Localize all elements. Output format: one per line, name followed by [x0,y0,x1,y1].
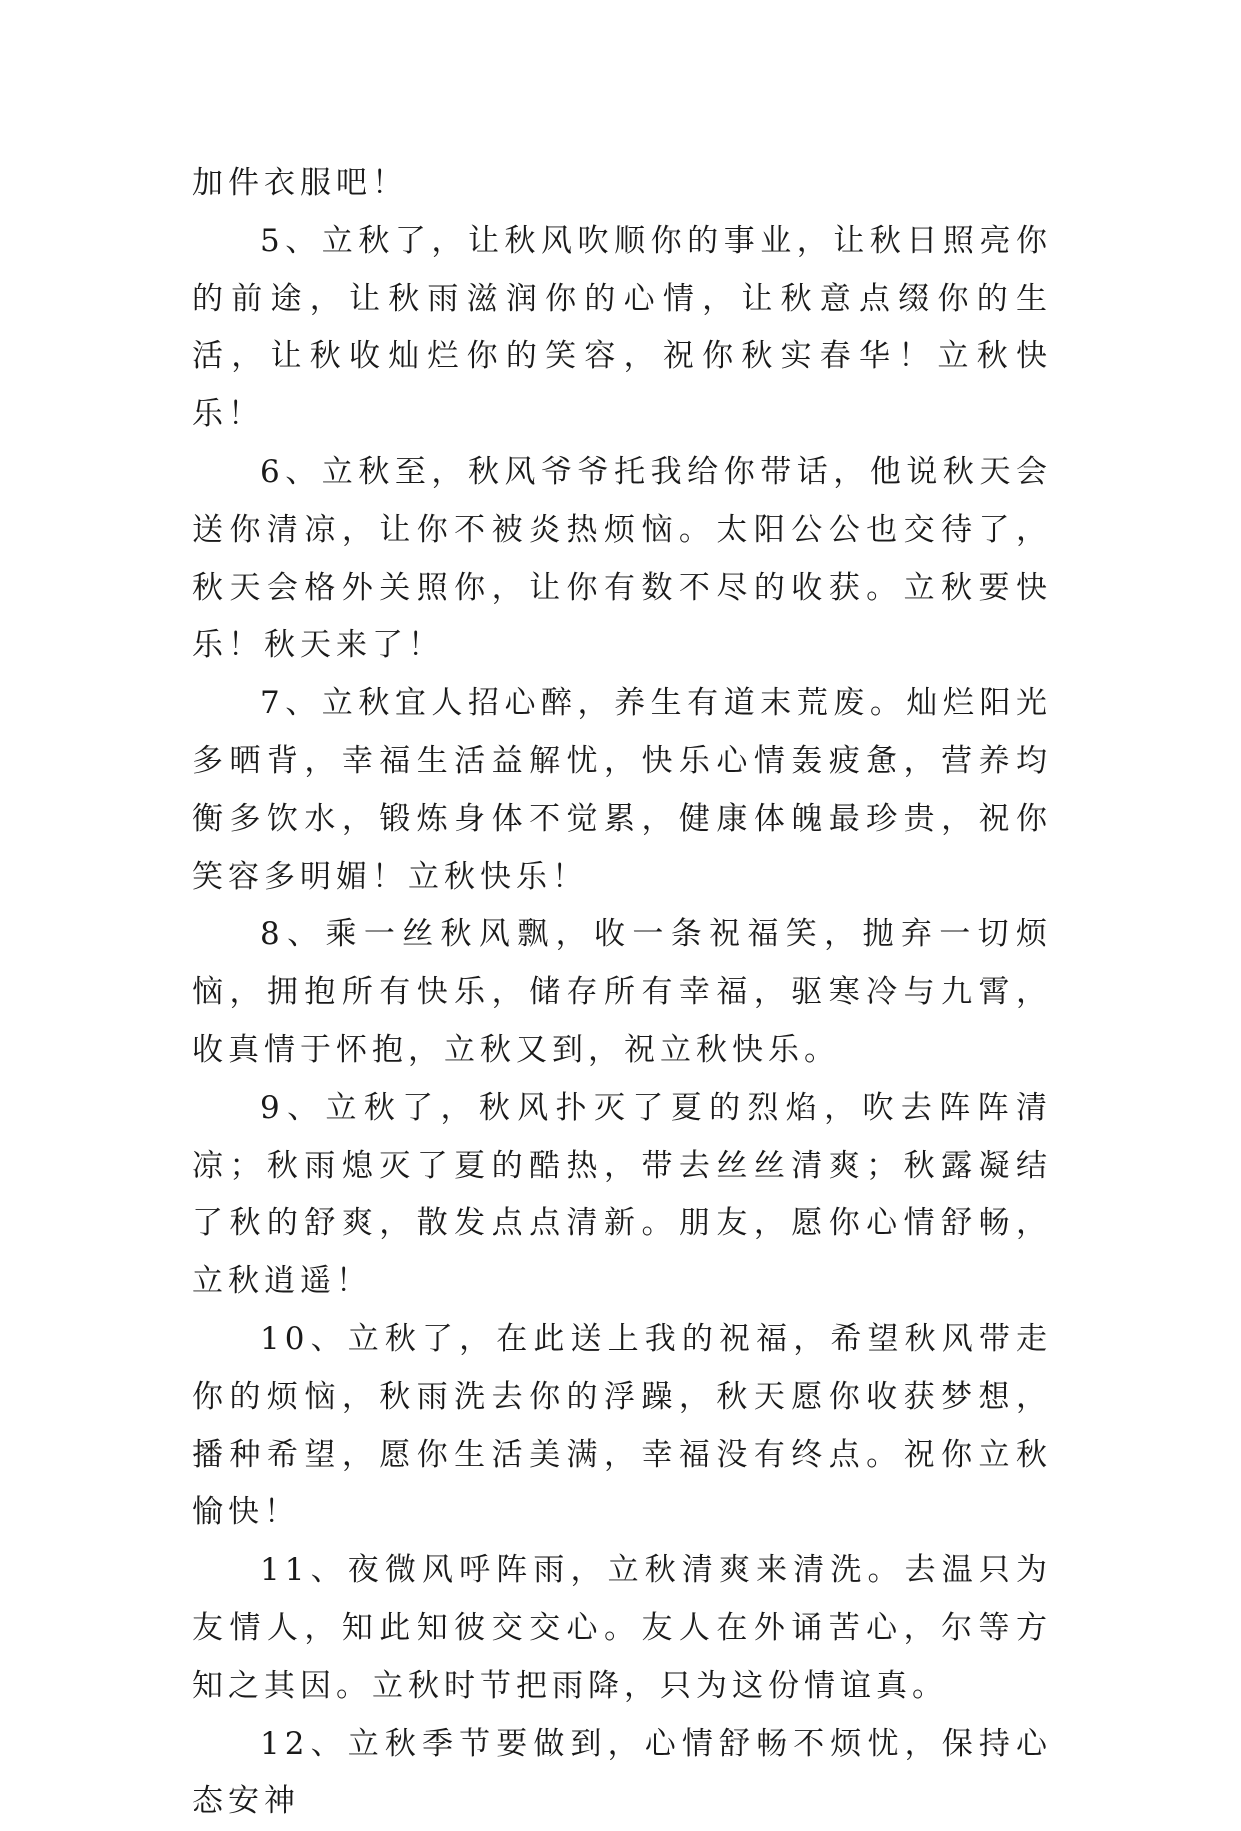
paragraph-8: 8、乘一丝秋风飘，收一条祝福笑，抛弃一切烦恼，拥抱所有快乐，储存所有幸福，驱寒冷与九霄，收真情于怀抱，立秋又到，祝立秋快乐。 [192,916,1052,1068]
paragraph-12: 12、立秋季节要做到，心情舒畅不烦忧，保持心态安神 [192,1725,1052,1820]
paragraph-11: 11、夜微风呼阵雨，立秋清爽来清洗。去温只为友情人，知此知彼交交心。友人在外诵苦心，尔等方知之其因。立秋时节把雨降，只为这份情谊真。 [192,1552,1052,1704]
paragraph-9: 9、立秋了，秋风扑灭了夏的烈焰，吹去阵阵清凉；秋雨熄灭了夏的酷热，带去丝丝清爽；秋露凝结了秋的舒爽，散发点点清新。朋友，愿你心情舒畅，立秋逍遥！ [192,1089,1052,1300]
paragraph-6: 6、立秋至，秋风爷爷托我给你带话，他说秋天会送你清凉，让你不被炎热烦恼。太阳公公也交待了，秋天会格外关照你，让你有数不尽的收获。立秋要快乐！秋天来了！ [192,453,1052,664]
paragraph-7: 7、立秋宜人招心醉，养生有道末荒废。灿烂阳光多晒背，幸福生活益解忧，快乐心情轰疲惫，营养均衡多饮水，锻炼身体不觉累，健康体魄最珍贵，祝你笑容多明媚！立秋快乐！ [192,685,1052,895]
paragraph-10: 10、立秋了，在此送上我的祝福，希望秋风带走你的烦恼，秋雨洗去你的浮躁，秋天愿你收获梦想，播种希望，愿你生活美满，幸福没有终点。祝你立秋愉快！ [192,1320,1052,1531]
paragraph-continuation: 加件衣服吧！ [192,165,408,201]
document-body [192,155,1052,1831]
paragraph-5: 5、立秋了，让秋风吹顺你的事业，让秋日照亮你的前途，让秋雨滋润你的心情，让秋意点缀你的生活，让秋收灿烂你的笑容，祝你秋实春华！立秋快乐！ [192,222,1052,433]
